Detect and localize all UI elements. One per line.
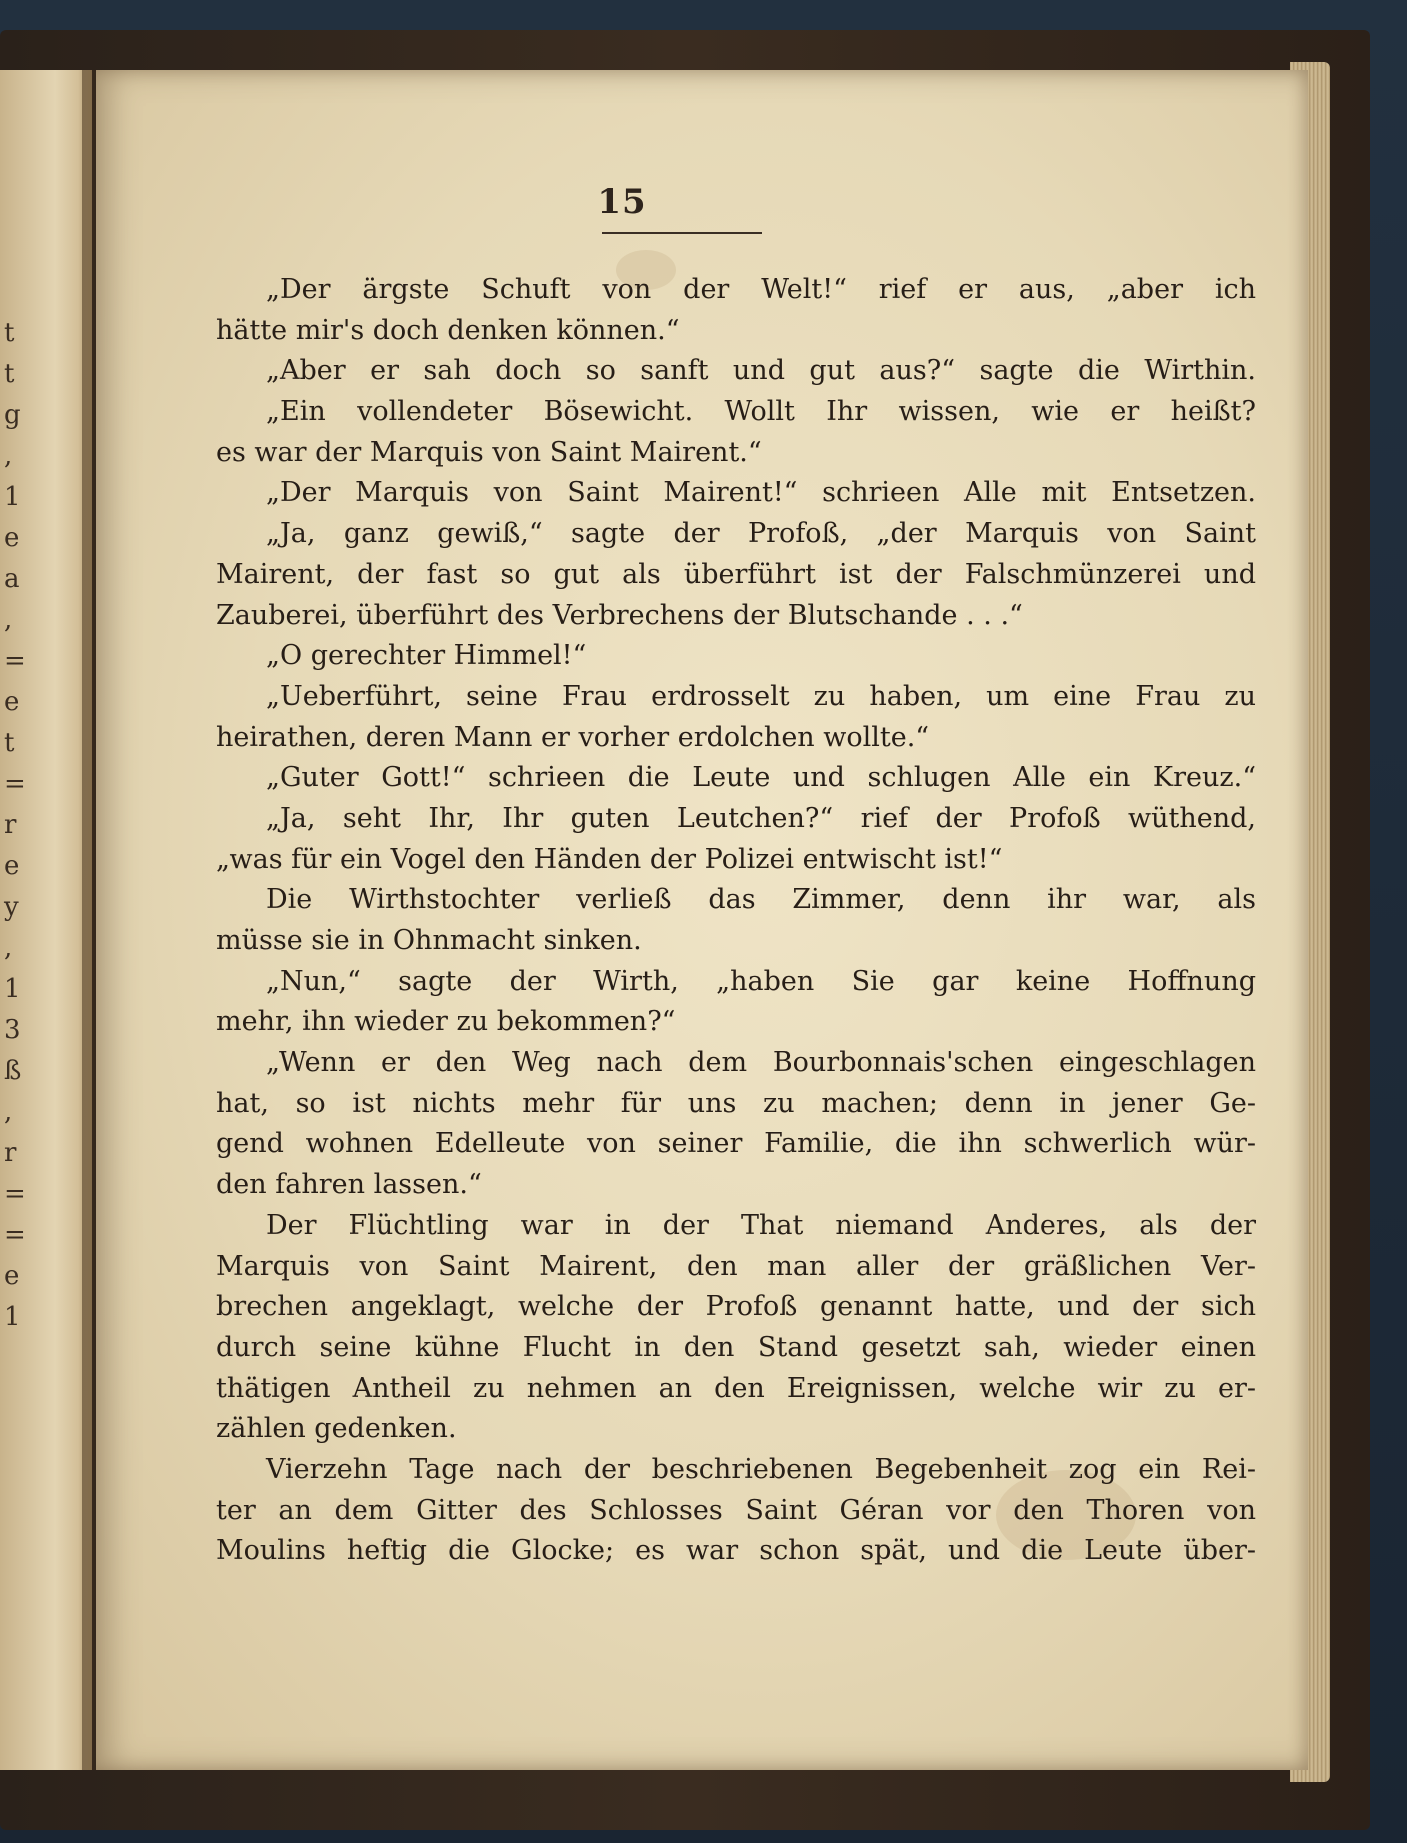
left-page-glyph: a <box>4 564 20 594</box>
text-line: ter an dem Gitter des Schlosses Saint Géran vor den Thoren von <box>216 1494 1256 1526</box>
left-page-glyph: ß <box>4 1056 22 1086</box>
page-number: 15 <box>597 182 647 222</box>
text-line: „O gerechter Himmel!“ <box>266 640 587 672</box>
left-page-glyph: = <box>4 1220 26 1250</box>
left-page-glyph: y <box>4 892 19 922</box>
text-line: Moulins heftig die Glocke; es war schon spät, und die Leute über- <box>216 1535 1256 1567</box>
left-page-glyph: , <box>4 441 13 471</box>
left-page-glyph: 1 <box>4 1302 21 1332</box>
header-rule <box>602 232 762 234</box>
text-line: mehr, ihn wieder zu bekommen?“ <box>216 1006 676 1038</box>
left-page-glyph: g <box>4 400 21 430</box>
left-page-fragment <box>0 70 92 1770</box>
left-page-glyph: 1 <box>4 482 21 512</box>
body-text <box>216 270 1256 1572</box>
left-page-glyph: 1 <box>4 974 21 1004</box>
text-line: durch seine kühne Flucht in den Stand gesetzt sah, wieder einen <box>216 1331 1256 1363</box>
left-page-glyph: t <box>4 318 15 348</box>
text-line: „Nun,“ sagte der Wirth, „haben Sie gar keine Hoffnung <box>266 965 1256 997</box>
text-line: „Ueberführt, seine Frau erdrosselt zu haben, um eine Frau zu <box>266 680 1256 712</box>
book-page <box>96 70 1308 1770</box>
text-line: Marquis von Saint Mairent, den man aller der gräßlichen Ver- <box>216 1250 1256 1282</box>
text-line: den fahren lassen.“ <box>216 1169 482 1201</box>
left-page-glyph: = <box>4 1179 26 1209</box>
text-line: es war der Marquis von Saint Mairent.“ <box>216 436 762 468</box>
text-line: Der Flüchtling war in der That niemand Anderes, als der <box>266 1209 1256 1241</box>
text-line: brechen angeklagt, welche der Profoß genannt hatte, und der sich <box>216 1291 1256 1323</box>
left-page-glyph: 3 <box>4 1015 21 1045</box>
text-line: „Guter Gott!“ schrieen die Leute und schlugen Alle ein Kreuz.“ <box>266 762 1256 794</box>
text-line: „Ein vollendeter Bösewicht. Wollt Ihr wissen, wie er heißt? <box>266 396 1256 428</box>
text-line: „Der ärgste Schuft von der Welt!“ rief er aus, „aber ich <box>266 274 1256 305</box>
text-line: Vierzehn Tage nach der beschriebenen Begebenheit zog ein Rei- <box>266 1453 1256 1485</box>
text-line: „Der Marquis von Saint Mairent!“ schrieen Alle mit Entsetzen. <box>266 477 1256 509</box>
text-line: Zauberei, überführt des Verbrechens der Blutschande . . .“ <box>216 599 1023 631</box>
text-line: „Aber er sah doch so sanft und gut aus?“ sagte die Wirthin. <box>266 355 1256 387</box>
text-line: thätigen Antheil zu nehmen an den Ereignissen, welche wir zu er- <box>216 1372 1256 1404</box>
left-page-glyph: , <box>4 1097 13 1127</box>
left-page-glyph: e <box>4 1261 20 1291</box>
left-page-glyph: t <box>4 359 15 389</box>
text-line: „Ja, seht Ihr, Ihr guten Leutchen?“ rief der Profoß wüthend, <box>266 802 1256 834</box>
text-line: gend wohnen Edelleute von seiner Familie, die ihn schwerlich wür- <box>216 1128 1256 1160</box>
text-line: heirathen, deren Mann er vorher erdolchen wollte.“ <box>216 721 930 753</box>
text-line: müsse sie in Ohnmacht sinken. <box>216 925 642 956</box>
left-page-glyph: e <box>4 523 20 553</box>
text-line: hätte mir's doch denken können.“ <box>216 314 680 346</box>
left-page-glyph: = <box>4 769 26 799</box>
text-line: Die Wirthstochter verließ das Zimmer, denn ihr war, als <box>266 884 1256 916</box>
left-page-glyph: t <box>4 728 15 758</box>
left-page-glyph: r <box>4 1138 17 1168</box>
left-page-glyph: = <box>4 646 26 676</box>
text-line: Mairent, der fast so gut als überführt ist der Falschmünzerei und <box>216 558 1256 590</box>
text-line: zählen gedenken. <box>216 1413 457 1445</box>
text-line: „Ja, ganz gewiß,“ sagte der Profoß, „der Marquis von Saint <box>266 518 1256 550</box>
left-page-glyph: e <box>4 687 20 717</box>
left-page-glyph: r <box>4 810 17 840</box>
left-page-glyph: , <box>4 605 13 635</box>
text-line: „Wenn er den Weg nach dem Bourbonnais'schen eingeschlagen <box>266 1047 1256 1079</box>
left-page-glyph: e <box>4 851 20 881</box>
left-page-glyph: , <box>4 933 13 963</box>
text-line: hat, so ist nichts mehr für uns zu machen; denn in jener Ge- <box>216 1087 1256 1119</box>
text-line: „was für ein Vogel den Händen der Polizei entwischt ist!“ <box>216 843 1003 875</box>
